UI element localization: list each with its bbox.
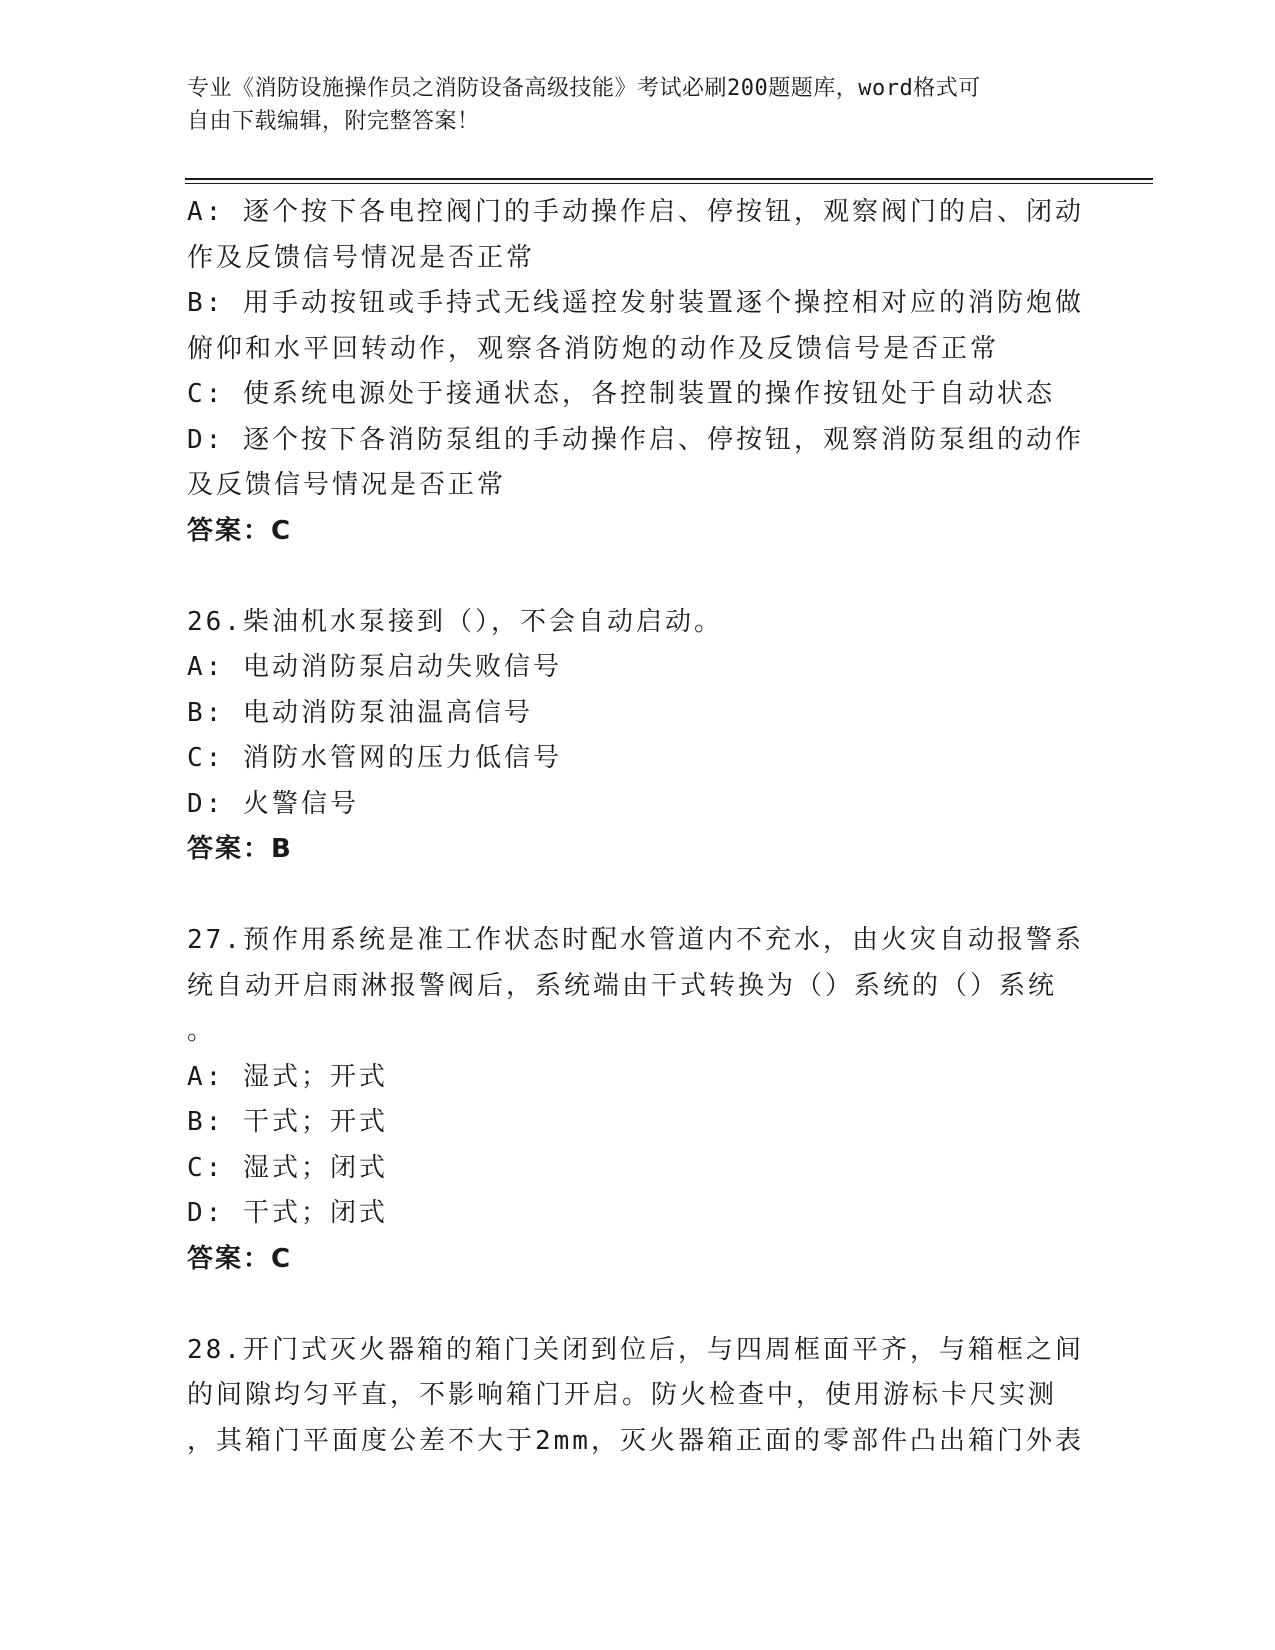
q27-option-d: D: 干式；闭式 — [187, 1198, 388, 1228]
spacer — [187, 554, 1087, 600]
q26-option-c: C: 消防水管网的压力低信号 — [187, 743, 562, 773]
q27-option-b: B: 干式；开式 — [187, 1107, 388, 1137]
q25-option-a-line-1: A: 逐个按下各电控阀门的手动操作启、停按钮，观察阀门的启、闭动 — [187, 197, 1084, 227]
header-line-2: 自由下载编辑，附完整答案！ — [187, 109, 480, 134]
q25-option-a-line-2: 作及反馈信号情况是否正常 — [187, 242, 536, 273]
q25-option-c: C: 使系统电源处于接通状态，各控制装置的操作按钮处于自动状态 — [187, 379, 1055, 409]
q27-question-line-2: 统自动开启雨淋报警阀后，系统端由干式转换为（）系统的（）系统 — [187, 970, 1058, 1001]
question-28 — [187, 1328, 1087, 1465]
q25-option-d-line-1: D: 逐个按下各消防泵组的手动操作启、停按钮，观察消防泵组的动作 — [187, 424, 1084, 455]
q28-question-line-2: 的间隙均匀平直，不影响箱门开启。防火检查中，使用游标卡尺实测 — [187, 1380, 1058, 1410]
question-26 — [187, 600, 1087, 873]
header-rule-thick — [185, 178, 1153, 180]
q28-question-line-3: ，其箱门平面度公差不大于2mm，灭火器箱正面的零部件凸出箱门外表 — [187, 1425, 1084, 1456]
q27-question-line-1: 27.预作用系统是准工作状态时配水管道内不充水，由火灾自动报警系 — [187, 925, 1084, 955]
q27-option-a: A: 湿式；开式 — [187, 1061, 388, 1092]
q26-option-d: D: 火警信号 — [187, 788, 359, 819]
q27-question-line-3: 。 — [187, 1016, 217, 1046]
spacer — [187, 1282, 1087, 1328]
q25-answer: 答案：C — [187, 515, 293, 546]
question-27 — [187, 918, 1087, 1282]
document-body — [187, 190, 1087, 1464]
q25-option-b-line-2: 俯仰和水平回转动作，观察各消防炮的动作及反馈信号是否正常 — [187, 333, 1000, 364]
header-line-1: 专业《消防设施操作员之消防设备高级技能》考试必刷200题题库，word格式可 — [187, 76, 981, 101]
q27-answer: 答案：C — [187, 1243, 293, 1274]
q26-answer: 答案：B — [187, 834, 293, 864]
document-header — [187, 72, 1067, 138]
question-25 — [187, 190, 1087, 554]
q27-option-c: C: 湿式；闭式 — [187, 1152, 388, 1183]
header-rule-thin — [185, 183, 1153, 184]
q25-option-b-line-1: B: 用手动按钮或手持式无线遥控发射装置逐个操控相对应的消防炮做 — [187, 288, 1084, 318]
q26-option-a: A: 电动消防泵启动失败信号 — [187, 652, 562, 682]
q26-option-b: B: 电动消防泵油温高信号 — [187, 697, 533, 728]
q28-question-line-1: 28.开门式灭火器箱的箱门关闭到位后，与四周框面平齐，与箱框之间 — [187, 1334, 1084, 1365]
spacer — [187, 873, 1087, 919]
q26-question: 26.柴油机水泵接到（），不会自动启动。 — [187, 606, 723, 637]
q25-option-d-line-2: 及反馈信号情况是否正常 — [187, 470, 507, 500]
